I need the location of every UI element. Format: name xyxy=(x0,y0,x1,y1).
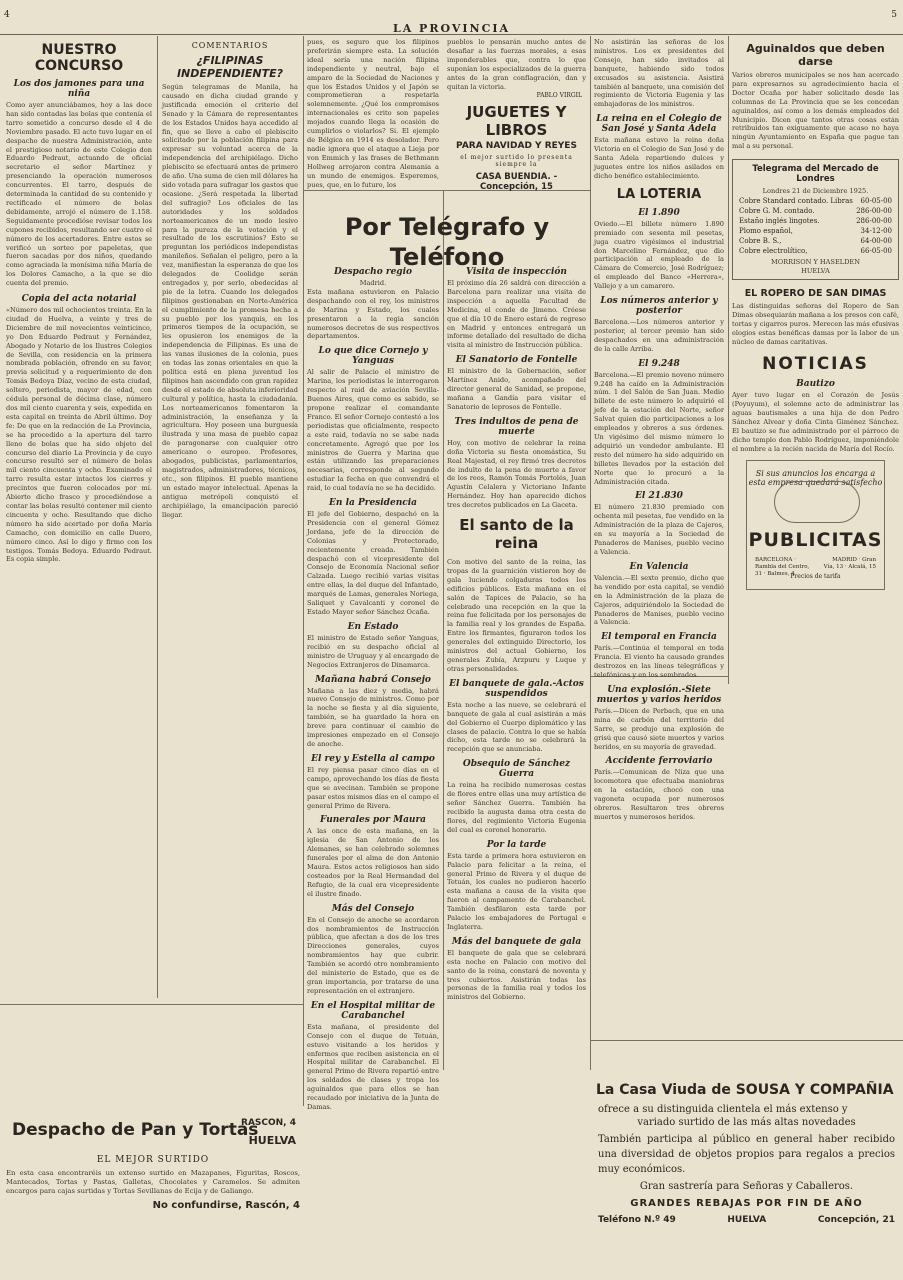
price-row xyxy=(733,196,898,206)
story-body: Esta mañana, el presidente del Consejo con el duque de Tetuán, estuvo visitando a los heridos y enfermos que reciben asistencia en el Hospital militar de Carabanchel. El general Primo de Rivera repartió entre los soldados de clases y tropa los aguinaldos que para ellos se han recaudado por iniciativa de la Junta de Damas. xyxy=(307,1022,439,1111)
story-title: Funerales por Maura xyxy=(319,815,427,826)
sousa-tailor: Gran sastrería para Señoras y Caballeros. xyxy=(639,1181,854,1192)
telegraph-title: Por Telégrafo y Teléfono xyxy=(344,213,550,271)
contest-body: Como ayer anunciábamos, hoy a las doce han sido contadas las bolas que contenía el tarro sometido a concurso desde el 4 de Noviembre pasado. El acto tuvo lugar en el despacho de nuestra Administración, ante el prestigioso notario de este Colegio don Eduardo Pedraut, actuando de oficial secretario el señor Martínez y presenciando la operación numerosos concurrentes. El tarro, después de determinada la cantidad de su contenido y rectificado el número de bolas debidamente, arrojó el número de 1.158. Seguidamente procedióse revisar todos los cupones recibidos, resultando ser cuatro el número de los acertadores. Entre estos se verificó un sorteo por papeletas, que fueron sacadas por dos niños, quedando como agraciada la monísima niña María de los Dolores Camacho, a la que se dio cuenta del premio. xyxy=(6,101,152,288)
toys-ad-title: JUGUETES Y LIBROS xyxy=(466,103,567,140)
toys-column xyxy=(447,38,586,193)
story-body: Hoy, con motivo de celebrar la reina doña Victoria su fiesta onomástica, Su Real Majestad, el rey firmó tres decretos de indulto de la pena de muerte a favor de los reos, Ramón Tomás Portolés, Juan Agustín Celalera y Victoriano Infante Hernández. Hoy han aparecido dichos tres decretos publicados en La Gaceta. xyxy=(447,438,586,510)
lottery-number: El 21.830 xyxy=(635,491,683,502)
story-body: Barcelona.—Los números anterior y posterior, al tercer premio han sido despachados en una administración de la calle Arriba. xyxy=(594,318,724,353)
price-label: Cobre electrolítico, xyxy=(739,247,808,256)
price-label: Plomo español, xyxy=(739,227,793,236)
story-body: Con motivo del santo de la reina, las tropas de la guarnición vistieron hoy de gala luciendo colgaduras todos los edificios públicos. Esta mañana en el salón de Tapices de Palacio, se ha celebrado una recepción en la que la reina fue felicitada por los personajes de la familia real y los grandes de España. Entre los firmantes, figuraron todos los generales del extinguido Directorio, los ministros del actual Gobierno, los generales Zubía, Arzpuru y Luque y otras personalidades. xyxy=(447,558,586,673)
section-rule xyxy=(590,1040,903,1041)
story-body: Barcelona.—El premio noveno número 9.248 ha caído en la Administración núm. 1 del Salón de San Juan. Medio billete de este número lo adquirió el jefe de la estación del Norte, señor Salvat quien dio participaciones a los empleados y obreros a sus órdenes. Un vigésimo del mismo número lo adquirió un vendedor ambulante. El resto del número ha sido adquirido en billetes llevados por la estación del Norte que lo procuró a la Administración citada. xyxy=(594,370,724,486)
commentary-continued xyxy=(307,38,439,188)
bakery-title: Despacho de Pan y Tortas xyxy=(12,1120,259,1140)
ropero-body: Las distinguidas señoras del Ropero de San Dimas obsequiarán mañana a los presos con café, tortas y cigarros puros. Merecen las más efusivas elogios estas benéficas damas por la labor de un núcleo de damas caritativas. xyxy=(732,301,899,346)
price-value: 60-05-00 xyxy=(860,197,892,206)
publicitas-madrid: MADRID · Gran Vía, 13 · Alcalá, 15 xyxy=(823,556,876,570)
story-place: Madrid. xyxy=(359,279,387,287)
story-body: El banquete de gala que se celebrará esta noche en Palacio con motivo del santo de la reina, constará de noventa y tres cubiertos. Asistirán todas las personas de la familia real y todos los ministros del Gobierno. xyxy=(447,948,586,1002)
price-label: Estaño inglés lingotes. xyxy=(739,217,820,226)
sousa-phone: Teléfono N.º 49 xyxy=(598,1215,676,1225)
lottery-title: LA LOTERIA xyxy=(616,186,702,202)
story-title: Más del banquete de gala xyxy=(451,936,582,947)
story-body: París.—Dicen de Perbach, que en una mina de carbón del territorio del Sarre, se produjo una explosión de grisú que causó siete muertos y varios heridos, en su mayoría de gravedad. xyxy=(594,706,724,751)
story-title: Tres indultos de pena de muerte xyxy=(454,416,579,437)
price-row xyxy=(733,226,898,236)
commentary-kicker: COMENTARIOS xyxy=(191,41,269,50)
column-rule xyxy=(443,190,444,1070)
story-title: El Sanatorio de Fontelle xyxy=(455,355,578,366)
price-label: Cobre B. S., xyxy=(739,237,782,246)
bakery-address-reminder: No confundirse, Rascón, 4 xyxy=(152,1200,300,1211)
story-title: Por la tarde xyxy=(486,839,547,850)
publicitas-emblem xyxy=(774,481,860,523)
story-body: El próximo día 26 saldrá con dirección a Barcelona para realizar una visita de inspección a aquella Facultad de Medicina, el conde de Jimeno. Créese que el día 10 de Enero estará de regreso en Madrid y entonces entregará un informe detallado del resultado de dicha visita al ministro de Instrucción pública. xyxy=(447,279,586,350)
story-body: París.—Continúa el temporal en toda Francia. El viento ha causado grandes destrozos en las líneas telegráficas y telefónicas y en los sembrados. xyxy=(594,644,724,680)
contest-column xyxy=(6,38,152,1002)
story-body: Esta mañana estuvo la reina doña Victoria en el Colegio de San José y de Santa Adela repartiendo dulces y juguetes entre los niños asilados en dicho benéfico establecimiento. xyxy=(594,136,724,180)
publicitas-bottom: Precios de tarifa xyxy=(790,572,841,580)
story-body: A las once de esta mañana, en la iglesia de San Antonio de los Alemanes, se han celebrado solemnes funerales por el alma de don Antonio Maura. Estos actos religiosos han sido costeados por la Real Hermandad del Refugio, de la cual era vicepresidente el ilustre finado. xyxy=(307,827,439,898)
price-value: 286-00-00 xyxy=(856,207,892,216)
sousa-line2: variado surtido de las más altas novedades xyxy=(637,1117,856,1128)
story-title: El rey y Estella al campo xyxy=(311,753,435,764)
section-rule xyxy=(0,1004,303,1005)
story-title: En el Hospital militar de Carabanchel xyxy=(310,1000,436,1021)
story-body: Esta tarde a primera hora estuvieron en Palacio para felicitar a la reina, el general Primo de Rivera y el duque de Tetuán, los cuales no pudieron hacerlo esta mañana a causa de la visita que fueron al campamento de Carabanchel. También desfilaron esta tarde por Palacio los embajadores de Portugal e Inglaterra. xyxy=(447,851,586,931)
masthead xyxy=(0,0,903,35)
notices-title: NOTICIAS xyxy=(762,354,869,375)
publicitas-barcelona: BARCELONA · Rambla del Centro, 31 · Balmes, 4 xyxy=(755,556,810,577)
story-body: El rey piensa pasar cinco días en el campo, aprovechando los días de fiesta que se avecinan. También se propone pasar estos mismos días en el campo el general Primo de Rivera. xyxy=(307,765,439,810)
commentary-continued-body: pues, es seguro que los filipinos preferirán siempre esta. La solución ideal sería una nación filipina independiente y neutral, bajo el amparo de la Sociedad de Naciones y que los Estados Unidos y el Japón se comprometieran a respetarla solemnemente. ¿Qué los compromisos internacionales es crito son papeles mojados cuando llega la ocasión de cumplirlos o violarlos? Si. El ejemplo de Bélgica en 1914 es desolador. Pero nadie ignora que el ataque a Lieja por von Emmich y las frases de Bethmann Hollweg arrojaron contra Alemania a un mundo de enemigos. Esperemos, pues, que, en lo futuro, los xyxy=(307,38,439,189)
story-body: París.—Comunican de Niza que una locomotora que efectuaba maniobras en la estación, chocó con una vagoneta ocupada por numerosos obreros. Resultaron tres obreros muertos y numerosos heridos. xyxy=(594,768,724,821)
story-title: En Valencia xyxy=(629,561,689,572)
telegraph-column-b xyxy=(447,262,586,1068)
story-title: Accidente ferroviario xyxy=(605,756,713,767)
queen-saint-title: El santo de la reina xyxy=(459,516,574,553)
price-value: 64-00-00 xyxy=(860,237,892,246)
column-rule xyxy=(728,36,729,684)
toys-ad-sub: PARA NAVIDAD Y REYES xyxy=(456,141,577,152)
publicitas-ad xyxy=(746,460,885,590)
sousa-line1: ofrece a su distinguida clientela el más extenso y xyxy=(598,1104,848,1115)
story-title: Una explosión.-Siete muertos y varios heridos xyxy=(596,684,722,705)
ropero-title: EL ROPERO DE SAN DIMAS xyxy=(744,287,887,299)
market-city: HUELVA xyxy=(801,266,830,275)
lottery-number: El 1.890 xyxy=(638,207,680,218)
story-body: Oviedo.—El billete número 1.890 premiado con sesenta mil pesetas, juga cuatro vigésimos el industrial don Marcelino Fernández, que dio participación al empleado de la Cámara de Comercio, José Rodríguez; el empleado del Banco «Herrera», Vallejo y a un camarero. xyxy=(594,219,724,291)
story-body: Valencia.—El sexto premio, dicho que ha vendido por esta capital, se vendió en la Administración de la plaza de Cajeros, adquiriéndolo la Sociedad de Panaderos de Manises, pueblo vecino a Valencia. xyxy=(594,573,724,627)
page-mark-left: 4 xyxy=(4,10,10,20)
story-body: El ministro de Estado señor Yanguas, recibió en su despacho oficial al ministro de Uruguay y al encargado de Negocios Extranjeros de Dinamarca. xyxy=(307,633,439,669)
price-row xyxy=(733,246,898,256)
publicitas-name: PUBLICITAS xyxy=(748,528,883,551)
sousa-sale: GRANDES REBAJAS POR FIN DE AÑO xyxy=(630,1198,863,1209)
notary-section-body: «Número dos mil ochocientos treinta. En la ciudad de Huelva, a veinte y tres de Diciembre de mil novecientos veinticinco, yo Don Eduardo Pedraut y Fernández, Abogado y Notario de los Ilustres Colegios de Sevilla, con residencia en la primera nombrada población, ofrendo en su favor, previa solicitud y a requerimiento de don Tomás Bedoya Díaz, vecino de esta ciudad, soltero, periodista, mayor de edad, con cédula personal de décima clase, número dos mil ciento cuarenta y seis, expedida en esta capital en treinta de Abril último. Doy fe: De que en la redacción de La Provincia, se ha procedido a la apertura del tarro lleno de bolas que ha sido objeto del concurso del diario La Provincia y de cuyo concurso resultó ser el número de bolas mil ciento cincuenta y ocho. Examinado el tarro resulta estar intactos los cierres y precintos que fueron colocados por mí. Abierto dicho frasco y procediéndose a contar las bolas resultó contener mil ciento cincuenta y ocho. Resultando que dicho número ha sido acertado por doña María Camacho, con domicilio en calle Duero, número cinco. Así lo digo y firmo con los testigos. Tomás Bedoya. Eduardo Pedraut. Es copia simple. xyxy=(6,306,152,564)
sousa-address: Concepción, 21 xyxy=(817,1215,895,1225)
market-date: Londres 21 de Diciembre 1925. xyxy=(762,187,869,196)
price-label: Cobre G. M. contado. xyxy=(739,207,815,216)
bakery-tag: EL MEJOR SURTIDO xyxy=(96,1155,210,1165)
newspaper-title: LA PROVINCIA xyxy=(392,22,511,35)
story-title: Obsequio de Sánchez Guerra xyxy=(462,759,571,780)
column-rule xyxy=(303,36,304,1106)
story-title: El temporal en Francia xyxy=(601,632,717,643)
column-rule xyxy=(157,36,158,998)
sousa-title: La Casa Viuda de SOUSA Y COMPAÑIA xyxy=(596,1082,894,1098)
sousa-contact xyxy=(598,1215,895,1225)
bakery-body: En esta casa encontraréis un extenso surtido en Mazapanes, Figuritas, Roscos, Mantecados, Tortas y Pastas, Galletas, Chocolates y Caramelos. Se admiten encargos para cajas surtidas y Tortas Sevillanas de Ecija y de Galiango. xyxy=(6,1169,300,1195)
column-rule xyxy=(590,36,591,1070)
toys-ad-tag: el mejor surtido lo presenta siempre la xyxy=(460,154,573,169)
story-body: Esta mañana estuvieron en Palacio despachando con el rey, los ministros de Marina y Estado, los cuales presentaron a la regia sanción numerosos decretos de sus respectivos departamentos. xyxy=(307,287,439,341)
price-row xyxy=(733,206,898,216)
lottery-number: El 9.248 xyxy=(638,358,680,369)
story-title: Visita de inspección xyxy=(466,267,567,277)
price-row xyxy=(733,216,898,226)
bakery-address: RASCON, 4 xyxy=(241,1118,296,1128)
story-body: En el Consejo de anoche se acordaron dos nombramientos de Instrucción pública, que afectan a dos de los tres Direcciones generales, cuyos nombramientos hay que cubrir. También se acordó otro nombramiento del ministerio de Estado, que es de gran importancia, por tratarse de una representación en el extranjero. xyxy=(307,915,439,995)
story-body: Esta noche a las nueve, se celebrará el banquete de gala al cual asistirán a más del Gobierno el Cuerpo diplomático y las clases de palacio. Contra lo que se había dicho, esta tarde no se celebrará la recepción que se anunciaba. xyxy=(447,700,586,754)
story-title: En Estado xyxy=(347,621,399,632)
sousa-ad xyxy=(594,1078,899,1278)
story-body: Al salir de Palacio el ministro de Marina, los periodistas le interrogaron respecto al raid de aviación Sevilla-Buenos Aires, que como es sabido, se propone realizar el comandante Franco. El señor Cornejo contestó a los periodistas que oficialmente, respecto a este raid, todavía no se sabe nada concretamente. Agregó que por los ministros de Guerra y Marina que están utilizando las preparaciones necesarias, corresponde al segundo estudiar la fecha en que convendrá el raid, lo cual todavía no se ha decidido. xyxy=(307,368,439,493)
story-body: Mañana a las diez y media, habrá nuevo Consejo de ministros. Como por la noche se fiesta y al día siguiente, también, se ha guardado la hora en breve para continuar el cambio de impresiones empezado en el Consejo de anoche. xyxy=(307,686,439,748)
right-sidebar xyxy=(732,38,899,1038)
market-sign: MORRISON Y HASELDEN xyxy=(770,258,861,267)
sousa-city: HUELVA xyxy=(727,1215,767,1225)
telegraph-banner xyxy=(307,208,587,271)
bautizo-title: Bautizo xyxy=(796,379,835,390)
story-body: El número 21.830 premiado con ochenta mil pesetas, fue vendido en la Administración de la plaza de Cajeros, en su mayoría a la Sociedad de Panaderos de Manises, pueblo vecino a Valencia. xyxy=(594,503,724,556)
story-title: La reina en el Colegio de San José y Santa Adela xyxy=(596,114,722,135)
story-title: Más del Consejo xyxy=(331,903,415,914)
publicitas-tagline: Si sus anuncios los encarga a esta empresa quedará satisfecho xyxy=(748,468,883,487)
contest-subtitle: Los dos jamones para una niña xyxy=(13,79,145,99)
contest-title: NUESTRO CONCURSO xyxy=(34,42,124,74)
notices-body: Ayer tuvo lugar en el Corazón de Jesús (Poyuyum), el solemne acto de administrar las aguas bautismales a una hija de don Pedro Sánchez Alvear y doña Cinta Giménez Sánchez. El bautizo se fue administrado por el párroco de dicho templo don Pablo Rodríguez, imponiéndole el nombre a la recién nacida de María del Rocío. xyxy=(732,391,899,453)
price-value: 34-12-00 xyxy=(860,227,892,236)
commentary-signature: PABLO VIRGIL xyxy=(536,92,582,100)
story-body: El ministro de la Gobernación, señor Martínez Anido, acompañado del director general de Sanidad, se propone, mañana a Gandía para visitar el Sanatorio de leprosos de Fontelle. xyxy=(447,367,586,411)
story-title: El banquete de gala.-Actos suspendidos xyxy=(449,678,584,699)
commentary-column xyxy=(162,38,298,1002)
price-value: 66-05-00 xyxy=(860,247,892,256)
page-mark-right: 5 xyxy=(891,10,897,20)
bakery-ad xyxy=(6,1112,300,1278)
notary-section-title: Copia del acta notarial xyxy=(21,294,137,305)
price-row xyxy=(733,236,898,246)
story-title: Mañana habrá Consejo xyxy=(315,674,431,685)
news-column-right xyxy=(594,38,724,1038)
toys-ad-shop: CASA BUENDIA. - Concepción, 15 xyxy=(475,172,558,193)
story-body: La reina ha recibido numerosas cestas de flores entre ellas una muy artística de señor Sánchez Guerra. También ha recibido la augusta dama otra cesta de flores, del regimiento Victoria Eugenia del cual es coronel honorario. xyxy=(447,781,586,834)
sousa-body: También participa al público en general haber recibido una diversidad de objetos propios para regalos a precios muy económicos. xyxy=(598,1134,895,1175)
price-label: Cobre Standard contado. Libras xyxy=(739,197,853,206)
market-title: Telegrama del Mercado de Londres xyxy=(752,164,879,185)
commentary-body: Según telegramas de Manila, ha causado en dicha ciudad grande y justificada emoción el criterio del Senado y la Cámara de representantes de los Estados Unidos haya accedido al fin, que se lleve a cabo el plebiscito solicitado por la población filipina para expresar su voluntad acerca de la independencia del archipiélago. Dicho plebiscito se efectuará antes de primero de año. Una suma de cien mil dólares ha sido votada para sufragar los gastos que ocasione. ¿Será respetada la libertad del sufragio? Los oficiales de las autoridades y los soldados norteamericanos de un modo lesivo para la pureza de la votación y el resultado de los escrutinios? Esto se preguntan los periódicos independistas manileños. Señalan el peligro, pero a la vez, manifiestan la esperanza de que los delegados de Coolidge serán entregados y, por serlo, obedecidas al pie de la letra. Cuando los delegados filipinos gestionaban en Norte-América el cumplimiento de la promesa hecha a su pueblo por los yanquis, en los primeros tiempos de la ocupación, se les opusieron los enemigos de la independencia de Filipinas. Es una de las vanas ilusiones de la colonia, pues en todas las zonas orientales en que la política está en plena juventud los filipinos han ascendido con gran rapidez desde el estado de absoluta inferioridad cultural y política, hasta la ciudadanía. Los norteamericanos fomentaron la administración, la enseñanza y la agricultura. Hoy poseen una burguesía ilustrada y una masa de pueblo capaz de paragonarse con cualquier otro americano o europeo. Profesores, abogados, publicistas, parlamentarios, magistrados, administradores, técnicos, etc., son filipinos. El pueblo mantiene un estado mayor intelectual. Apenas la antigua metrópoli conquistó el archipiélago, la emancipación pareció llegar. xyxy=(162,83,298,519)
telegraph-column-a xyxy=(307,262,439,1111)
aguinaldos-body: Varios obreros municipales se nos han acercado para expresarnos su agradecimiento hacia el Doctor Ocaña por haber solicitado desde las columnas de La Provincia que se les concedan aguinaldos, así como a los demás empleados del Municipio. Dicen que tantos otras cosas están retribuidos tan exiguamente que acaso no haya ningún Ayuntamiento en España que pague tan mal a su personal. xyxy=(732,71,899,151)
story-title: Los números anterior y posterior xyxy=(600,296,718,317)
story-title: Despacho regio xyxy=(333,267,413,277)
story-title: Lo que dice Cornejo y Yanguas xyxy=(318,346,428,367)
bakery-city: HUELVA xyxy=(248,1134,296,1147)
story-body: El jefe del Gobierno, despachó en la Presidencia con el general Gómez Jordana, jefe de la dirección de Colonias y Protectorado, recientemente creada. También despachó con el vicepresidente del Consejo de Economía Nacional señor Calzada. Luego recibió varias visitas entre ellas, la del duque del Infantado, marqués de Lamas, generales Noriega, Saliquet y Cavalcanti y coronel de Estado Mayor señor Sánchez Ocaña. xyxy=(307,510,439,616)
commentary-title: ¿FILIPINAS INDEPENDIENTE? xyxy=(176,54,284,80)
london-market-box xyxy=(732,159,899,280)
story-title: En la Presidencia xyxy=(329,498,417,509)
story-body: No asistirán las señoras de los ministros. Los ex presidentes del Consejo, han sido invitados al banquete, habiendo sido todos excusados su asistencia. Asistirá también al banquete, una comisión del regimiento de Victoria Eugenia y las embajadoras de los ministros. xyxy=(594,38,724,109)
price-value: 286-00-00 xyxy=(856,217,892,226)
aguinaldos-title: Aguinaldos que deben darse xyxy=(746,42,885,68)
toys-intro: pueblos lo pensarán mucho antes de desafiar a las fuerzas morales, a esas imponderables que, contra lo que suponían los especializados de la guerra antes de la gran conflagración, dan y quitan la victoria. xyxy=(447,38,586,91)
